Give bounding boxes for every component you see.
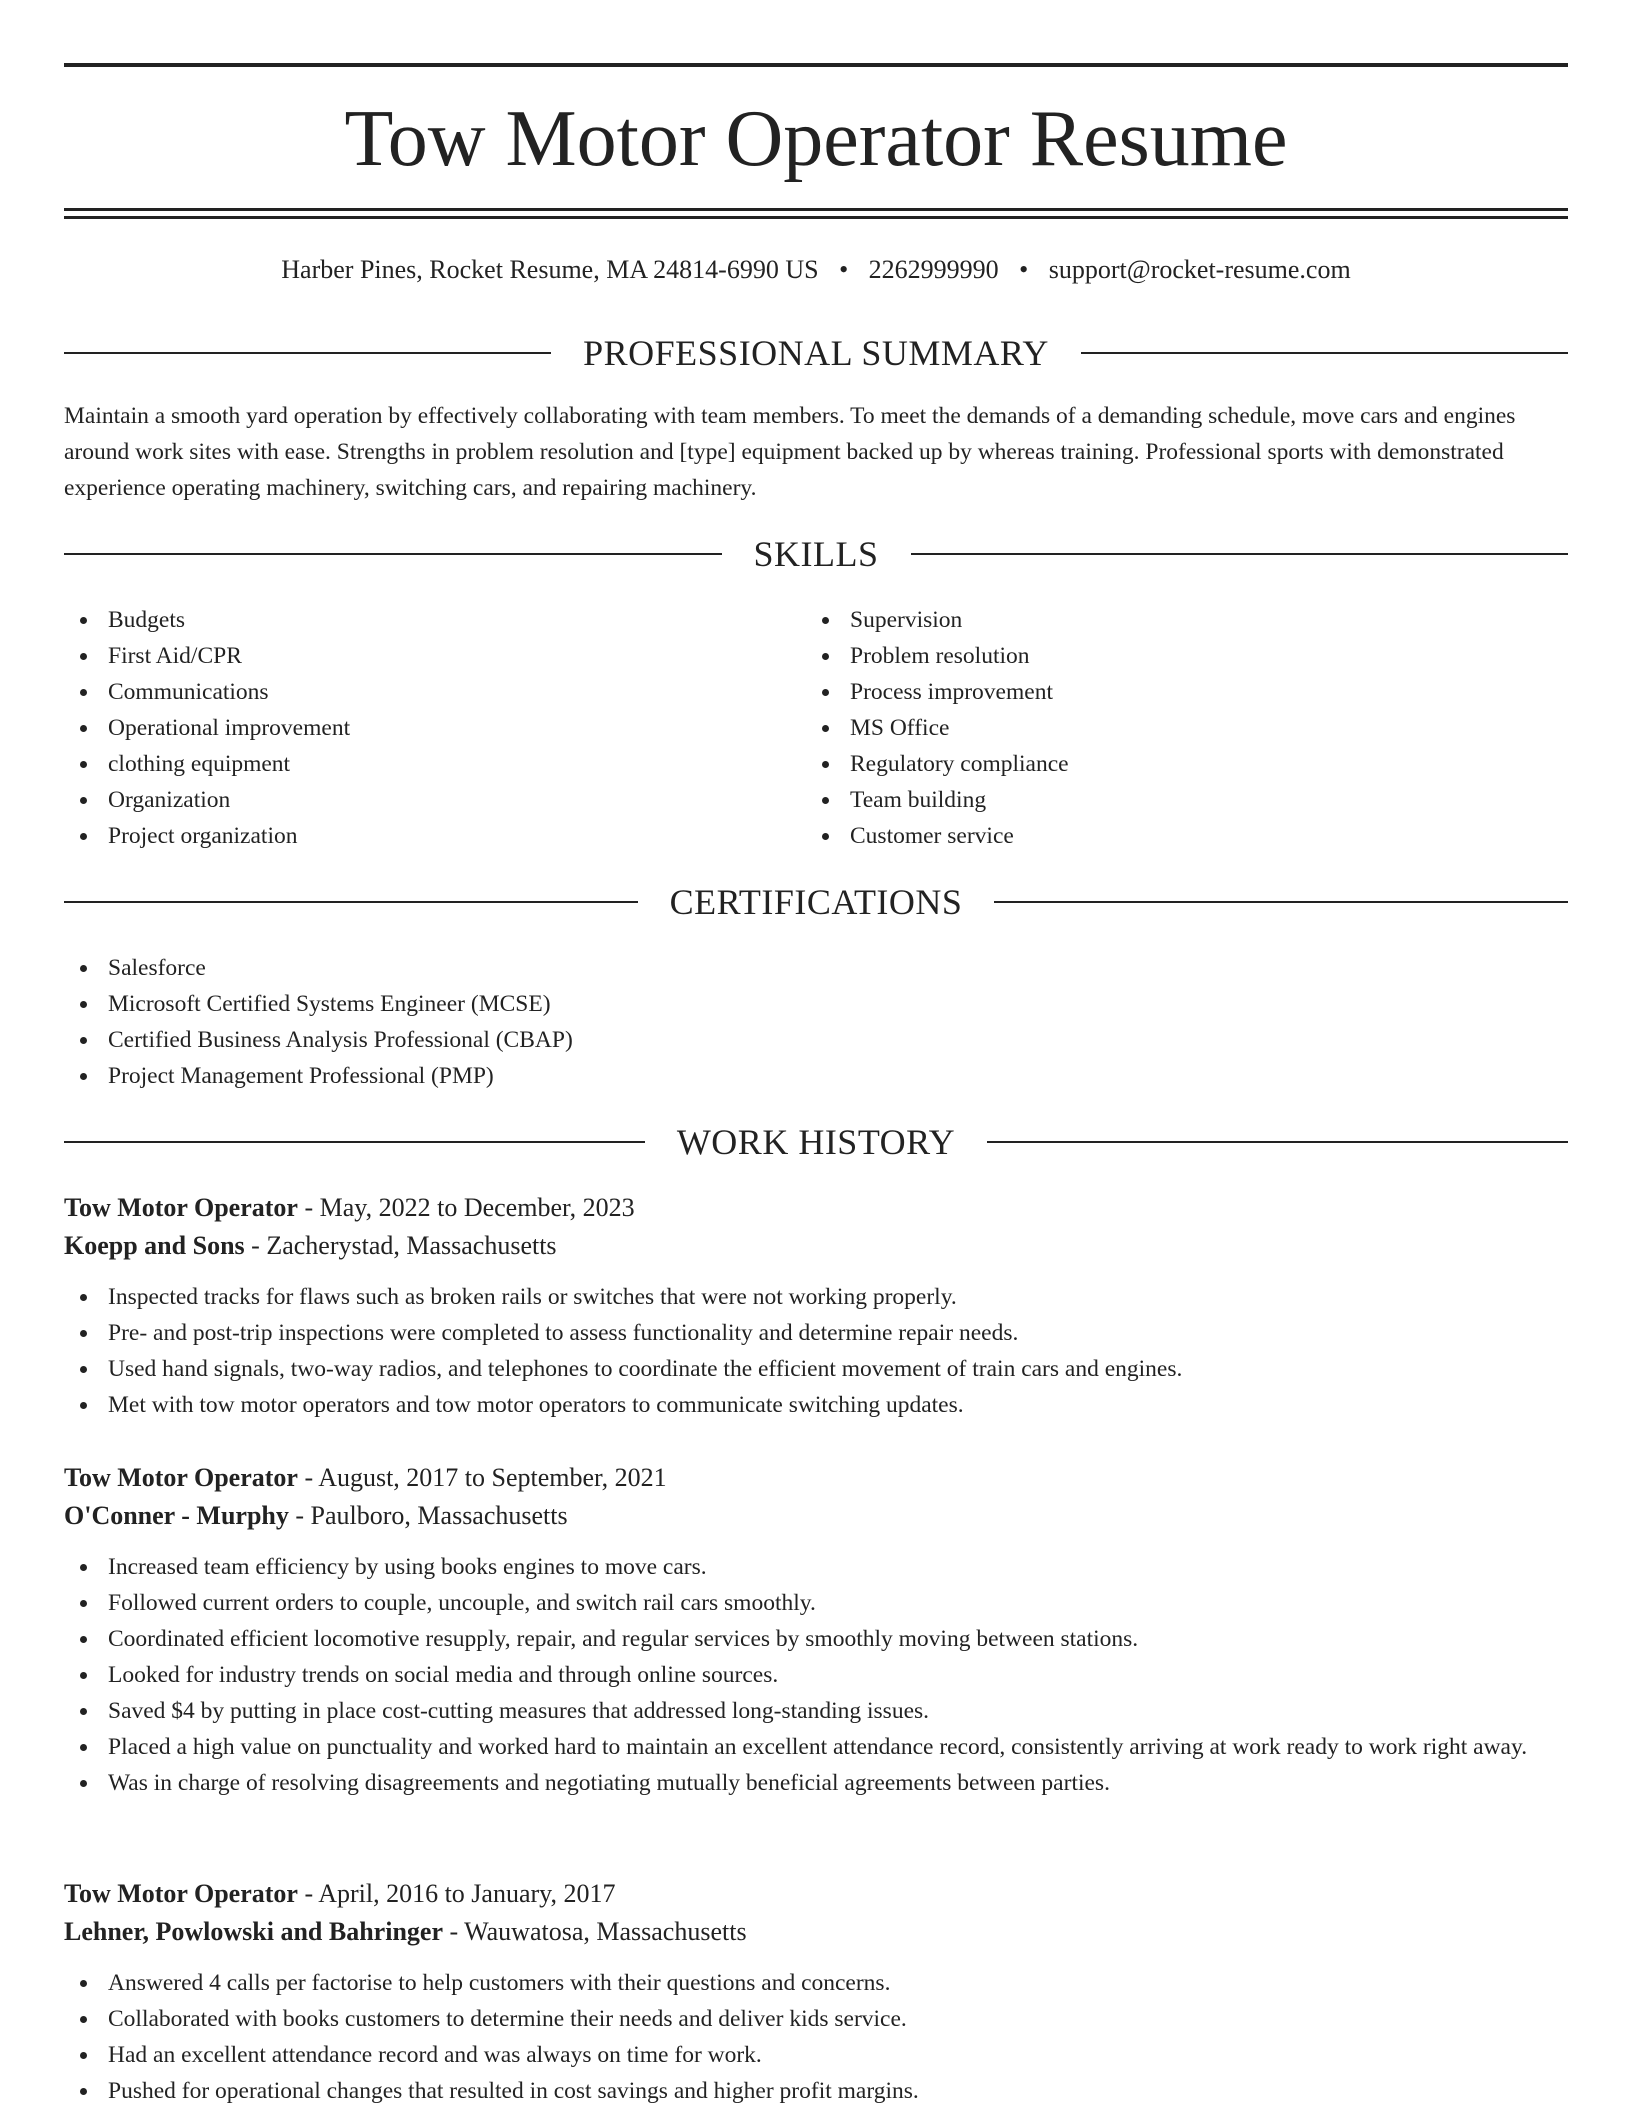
job-duty: Saved $4 by putting in place cost-cutting measures that addressed long-standing issues. (64, 1693, 1568, 1729)
heading-rule (64, 1141, 645, 1143)
job-duty: Answered 4 calls per factorise to help customers with their questions and concerns. (64, 1965, 1568, 2001)
job-entry (64, 1189, 1568, 1423)
job-title-line (64, 1875, 1568, 1913)
heading-rule (911, 553, 1569, 555)
job-company: Lehner, Powlowski and Bahringer (64, 1917, 443, 1946)
job-title: Tow Motor Operator (64, 1193, 298, 1222)
contact-line (64, 252, 1568, 288)
skill-item: Process improvement (806, 674, 1546, 710)
section-heading-summary (64, 333, 1568, 373)
certification-item: Microsoft Certified Systems Engineer (MCSE) (64, 986, 1568, 1022)
contact-phone: 2262999990 (868, 255, 999, 284)
job-duty: Inspected tracks for flaws such as broken rails or switches that were not working properly. (64, 1279, 1568, 1315)
job-duty: Followed current orders to couple, uncouple, and switch rail cars smoothly. (64, 1585, 1568, 1621)
skill-item: MS Office (806, 710, 1546, 746)
job-entry (64, 1875, 1568, 2109)
certification-item: Project Management Professional (PMP) (64, 1058, 1568, 1094)
job-dates: - August, 2017 to September, 2021 (297, 1463, 667, 1492)
job-entry (64, 1459, 1568, 1801)
heading-rule (64, 901, 638, 903)
job-duty: Coordinated efficient locomotive resupply, repair, and regular services by smoothly moving between stations. (64, 1621, 1568, 1657)
contact-address: Harber Pines, Rocket Resume, MA 24814-6990 US (281, 255, 819, 284)
heading-rule (1081, 352, 1568, 354)
heading-rule (64, 352, 551, 354)
skill-item: Operational improvement (64, 710, 804, 746)
job-duty: Met with tow motor operators and tow motor operators to communicate switching updates. (64, 1387, 1568, 1423)
job-title: Tow Motor Operator (64, 1879, 298, 1908)
job-duty: Placed a high value on punctuality and worked hard to maintain an excellent attendance record, consistently arriving at work ready to work right away. (64, 1729, 1568, 1765)
skill-item: Budgets (64, 602, 804, 638)
job-dates: - April, 2016 to January, 2017 (297, 1879, 616, 1908)
contact-email: support@rocket-resume.com (1048, 255, 1351, 284)
job-duty: Increased team efficiency by using books engines to move cars. (64, 1549, 1568, 1585)
professional-summary-text: Maintain a smooth yard operation by effectively collaborating with team members. To meet the demands of a demanding schedule, move cars and engines around work sites with ease. Strengths in problem resolution and [type] equipment backed up by whereas training. Professional sports with demonstrated experience operating machinery, switching cars, and repairing machinery. (64, 403, 1516, 501)
section-heading-work-history (64, 1122, 1568, 1162)
certification-item: Salesforce (64, 950, 1568, 986)
contact-separator: • (1019, 255, 1029, 284)
heading-rule (64, 553, 722, 555)
contact-separator: • (839, 255, 849, 284)
job-duty: Collaborated with books customers to determine their needs and deliver kids service. (64, 2001, 1568, 2037)
job-company: Koepp and Sons (64, 1231, 245, 1260)
job-location: - Zacherystad, Massachusetts (244, 1231, 557, 1260)
job-duties-list (64, 1279, 1568, 1423)
certifications-list (64, 950, 1568, 1094)
heading-rule (994, 901, 1568, 903)
section-heading-skills (64, 534, 1568, 574)
job-title-line (64, 1189, 1568, 1227)
top-rule (64, 63, 1568, 67)
job-company-line (64, 1497, 1568, 1535)
job-location: - Paulboro, Massachusetts (288, 1501, 568, 1530)
skill-item: First Aid/CPR (64, 638, 804, 674)
job-company-line (64, 1227, 1568, 1265)
job-duty: Had an excellent attendance record and was always on time for work. (64, 2037, 1568, 2073)
title-double-rule (64, 208, 1568, 219)
job-duty: Used hand signals, two-way radios, and telephones to coordinate the efficient movement of train cars and engines. (64, 1351, 1568, 1387)
job-title: Tow Motor Operator (64, 1463, 298, 1492)
section-heading-label: SKILLS (753, 534, 879, 574)
job-duties-list (64, 1549, 1568, 1801)
section-heading-label: CERTIFICATIONS (669, 882, 963, 922)
job-duty: Pre- and post-trip inspections were completed to assess functionality and determine repair needs. (64, 1315, 1568, 1351)
section-heading-label: PROFESSIONAL SUMMARY (583, 333, 1049, 373)
job-dates: - May, 2022 to December, 2023 (297, 1193, 635, 1222)
skill-item: Regulatory compliance (806, 746, 1546, 782)
job-duties-list (64, 1965, 1568, 2109)
skill-item: Project organization (64, 818, 804, 854)
section-heading-label: WORK HISTORY (676, 1122, 956, 1162)
job-duty: Pushed for operational changes that resulted in cost savings and higher profit margins. (64, 2073, 1568, 2109)
job-title-line (64, 1459, 1568, 1497)
job-duty: Looked for industry trends on social media and through online sources. (64, 1657, 1568, 1693)
section-heading-certifications (64, 882, 1568, 922)
skill-item: Supervision (806, 602, 1546, 638)
heading-rule (987, 1141, 1568, 1143)
skill-item: Communications (64, 674, 804, 710)
skill-item: clothing equipment (64, 746, 804, 782)
certification-item: Certified Business Analysis Professional (CBAP) (64, 1022, 1568, 1058)
skill-item: Team building (806, 782, 1546, 818)
skill-item: Organization (64, 782, 804, 818)
job-location: - Wauwatosa, Massachusetts (442, 1917, 747, 1946)
skills-list-right (806, 602, 1546, 854)
job-company-line (64, 1913, 1568, 1951)
resume-title: Tow Motor Operator Resume (344, 95, 1288, 183)
job-duty: Was in charge of resolving disagreements and negotiating mutually beneficial agreements between parties. (64, 1765, 1568, 1801)
job-company: O'Conner - Murphy (64, 1501, 289, 1530)
skills-list-left (64, 602, 804, 854)
skill-item: Problem resolution (806, 638, 1546, 674)
skill-item: Customer service (806, 818, 1546, 854)
